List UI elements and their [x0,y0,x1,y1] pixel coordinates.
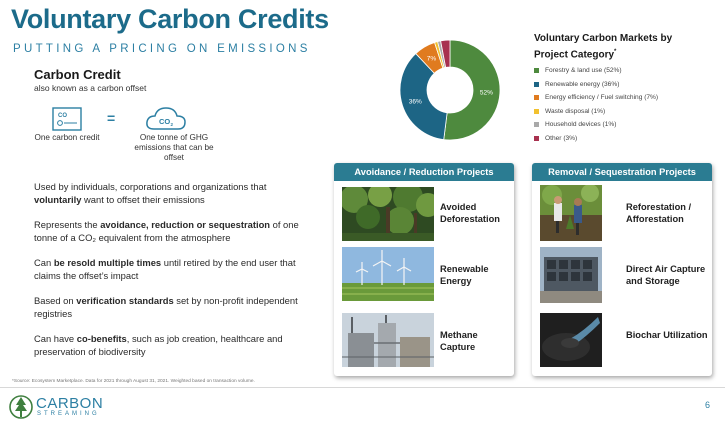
logo-subwordmark: STREAMING [37,411,100,417]
certificate-icon-text: CO [58,113,67,119]
legend-label: Forestry & land use (52%) [545,67,622,75]
legend-label: Renewable energy (36%) [545,80,620,88]
fact-paragraph: Used by individuals, corporations and organizations that voluntarily want to offset their emissions [34,181,267,205]
renewable-energy-label: Renewable Energy [440,264,489,286]
legend-label: Waste disposal (1%) [545,107,606,115]
methane-capture-label: Methane Capture [440,330,478,352]
page-number: 6 [705,400,711,410]
chart-legend [534,64,658,145]
fact-paragraph: Can have co-benefits, such as job creation, healthcare and preservation of biodiversity [34,333,283,357]
removal-panel-header: Removal / Sequestration Projects [532,163,712,181]
donut-data-label: 52% [479,89,493,97]
fact-paragraph: Can be resold multiple times until retired by the end user that claims the offset’s impact [34,257,296,281]
svg-text:2: 2 [170,122,174,127]
reforestation-label: Reforestation / Afforestation [626,202,692,224]
footer-divider [0,387,725,388]
source-footnote: *Source: Ecosystem Marketplace. Data for 2021 through August 31, 2021. Weighted based on transaction volume. [12,379,255,384]
fact-paragraph: Based on verification standards set by non-profit independent registries [34,295,298,319]
carbon-streaming-logo [9,393,33,426]
ghg-tonne-caption: One tonne of GHG emissions that can be offset [134,133,214,162]
project-category-donut-chart [396,36,504,149]
certificate-icon [52,107,82,136]
legend-item [534,91,658,105]
chart-title-footnote-marker: * [614,48,617,55]
legend-swatch [534,82,539,87]
air-capture-photo [540,247,602,303]
donut-data-label: 36% [408,98,422,106]
avoided-deforestation-label: Avoided Deforestation [440,202,500,224]
direct-air-capture-label: Direct Air Capture and Storage [626,264,706,286]
legend-label: Household devices (1%) [545,121,617,129]
biochar-utilization-label: Biochar Utilization [626,330,708,340]
wind-turbines-photo [342,247,434,301]
avoidance-projects-panel [334,163,514,376]
legend-item [534,105,658,119]
legend-item [534,64,658,78]
biochar-photo [540,313,602,367]
donut-data-label: 7% [426,55,437,63]
methane-plant-photo [342,313,434,367]
legend-item [534,78,658,92]
legend-label: Other (3%) [545,134,578,142]
page-subtitle: PUTTING A PRICING ON EMISSIONS [13,43,311,55]
page-title: Voluntary Carbon Credits [11,4,329,34]
legend-item [534,118,658,132]
carbon-credit-heading: Carbon Credit [34,67,121,82]
legend-label: Energy efficiency / Fuel switching (7%) [545,94,659,102]
logo-wordmark: CARBON [36,395,104,412]
legend-swatch [534,95,539,100]
legend-swatch [534,109,539,114]
tree-planting-photo [540,185,602,241]
removal-projects-panel [532,163,712,376]
legend-swatch [534,122,539,127]
fact-paragraph: Represents the avoidance, reduction or sequestration of one tonne of a CO₂ equivalent from the atmosphere [34,219,299,243]
carbon-credit-subheading: also known as a carbon offset [34,83,147,93]
forest-photo [342,187,434,241]
carbon-credit-facts [34,181,304,371]
carbon-credit-caption: One carbon credit [34,133,100,142]
chart-title: Voluntary Carbon Markets by Project Category* [534,33,673,60]
co2-cloud-icon-text: CO [159,117,171,126]
equals-sign: = [107,110,116,126]
legend-swatch [534,68,539,73]
legend-item [534,132,658,146]
legend-swatch [534,136,539,141]
avoidance-panel-header: Avoidance / Reduction Projects [334,163,514,181]
